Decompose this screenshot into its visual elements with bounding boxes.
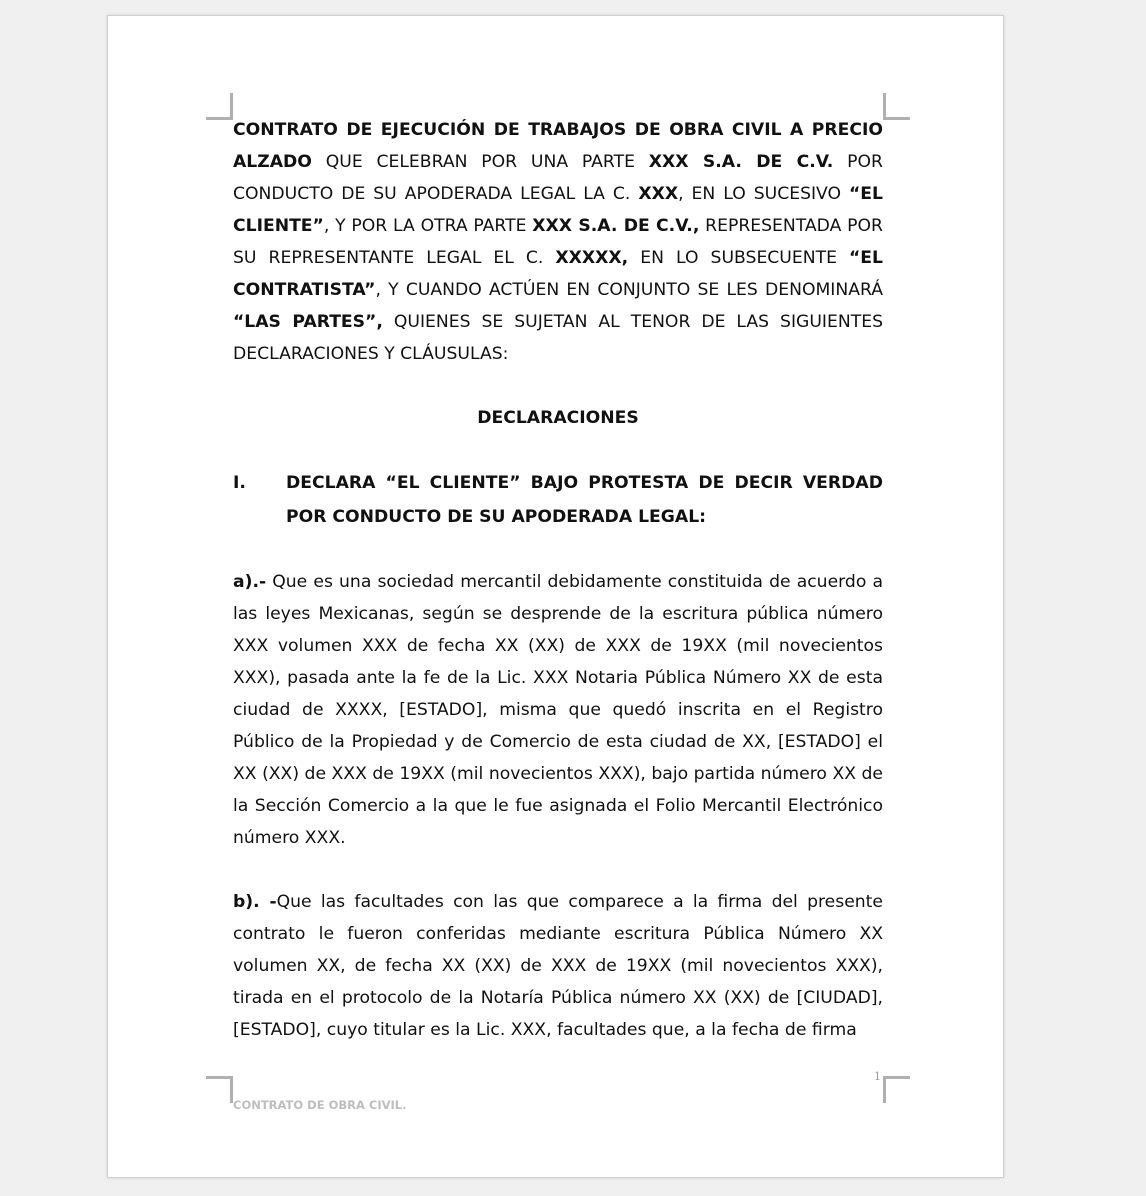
declaraciones-heading: DECLARACIONES [477,408,639,428]
contractor-term: “EL CONTRATISTA” [233,248,883,300]
intro-text: EN LO SUBSECUENTE [628,248,849,268]
intro-text: QUE CELEBRAN POR UNA PARTE [311,152,649,172]
intro-text: POR CONDUCTO DE SU APODERADA LEGAL LA C. [233,152,883,204]
client-representative: XXX [638,184,679,204]
intro-text: REPRESENTADA POR SU REPRESENTANTE LEGAL EL C. [233,216,883,268]
intro-paragraph [233,114,883,370]
client-company: XXX S.A. DE C.V. [648,152,834,172]
contractor-company: XXX S.A. DE C.V., [532,216,700,236]
clause-a [233,566,883,854]
section-number: I. [233,473,246,493]
margin-corner-top-left [206,93,233,120]
clause-b-text: Que las facultades con las que comparece a la firma del presente contrato le fueron conferidas mediante escritura Pública Número XX volumen XX, de fecha XX (XX) de XXX de 19XX (mil novecientos XXX), tirada en el protocolo de la Notaría Pública número XX (XX) de [CIUDAD], [ESTADO], cuyo titular es la Lic. XXX, facultades que, a la fecha de firma [233,892,883,1040]
contract-title: CONTRATO DE EJECUCIÓN DE TRABAJOS DE OBRA CIVIL A PRECIO ALZADO [233,120,883,172]
margin-corner-bottom-left [206,1076,233,1103]
parties-term: “LAS PARTES”, [233,312,383,332]
intro-text: , EN LO SUCESIVO [678,184,850,204]
document-body [233,114,883,1046]
contractor-representative: XXXXX, [555,248,629,268]
clause-a-label: a).- [233,572,267,592]
client-term: “EL CLIENTE” [233,184,884,236]
footer-text: CONTRATO DE OBRA CIVIL. [233,1098,407,1112]
intro-text: , Y POR LA OTRA PARTE [323,216,533,236]
document-page [107,15,1004,1178]
margin-corner-bottom-right [883,1076,910,1103]
clause-b-label: b). - [233,892,277,912]
section-heading-1 [233,466,883,534]
section-title: DECLARA “EL CLIENTE” BAJO PROTESTA DE DECIR VERDAD POR CONDUCTO DE SU APODERADA LEGAL: [286,473,883,527]
intro-text: QUIENES SE SUJETAN AL TENOR DE LAS SIGUIENTES DECLARACIONES Y CLÁUSULAS: [233,312,883,364]
margin-corner-top-right [883,93,910,120]
page-number: 1 [874,1070,881,1083]
intro-text: , Y CUANDO ACTÚEN EN CONJUNTO SE LES DENOMINARÁ [375,280,883,300]
clause-a-text: Que es una sociedad mercantil debidamente constituida de acuerdo a las leyes Mexicanas, según se desprende de la escritura pública número XXX volumen XXX de fecha XX (XX) de XXX de 19XX (mil novecientos XXX), pasada ante la fe de la Lic. XXX Notaria Pública Número XX de esta ciudad de XXXX, [ESTADO], misma que quedó inscrita en el Registro Público de la Propiedad y de Comercio de esta ciudad de XX, [ESTADO] el XX (XX) de XXX de 19XX (mil novecientos XXX), bajo partida número XX de la Sección Comercio a la que le fue asignada el Folio Mercantil Electrónico número XXX. [233,572,883,848]
clause-b [233,886,883,1046]
